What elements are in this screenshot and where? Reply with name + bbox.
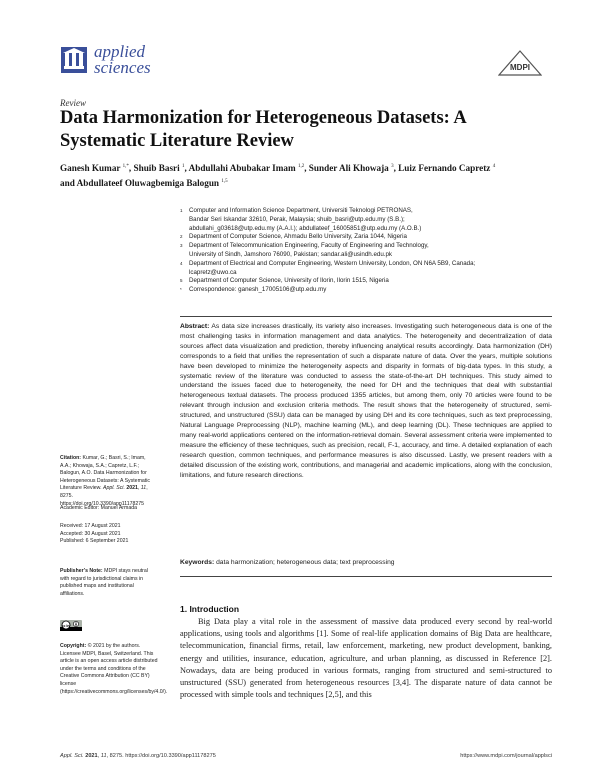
affiliation-item <box>180 233 550 242</box>
affiliation-line: Bandar Seri Iskandar 32610, Perak, Malaysia; shuib_basri@utp.edu.my (S.B.); <box>189 215 405 223</box>
author-affiliation-marker: 3 <box>391 164 394 169</box>
affiliation-number: 4 <box>180 260 183 266</box>
abstract-text: As data size increases drastically, its variety also increases. Investigating such heterogeneous data is one of the most challenging tasks in information management and data analytics. The heterogeneity and decentralization of data sources affect data visualization and prediction, thereby influencing analytical results accordingly. Data harmonization (DH) corresponds to a field that unifies the representation of such a disparate nature of data. Over the years, multiple solutions have been developed to minimize the heterogeneity aspects and disparity in formats of big-data types. In this study, a systematic review of the literature was conducted to assess the state-of-the-art DH techniques. This study aimed to understand the issues faced due to heterogeneity, the need for DH and the techniques that deal with substantial heterogeneous textual datasets. The process produced 1355 articles, but among them, only 70 articles were found to be relevant through inclusion and exclusion criteria methods. The result shows that the heterogeneity of structured, semi-structured, and unstructured (SSU) data can be managed by using DH and its core techniques, such as text preprocessing, Natural Language Preprocessing (NLP), machine learning (ML), and deep learning (DL). These techniques are applied to many real-world applications centered on the information-retrieval domain. Several assessment criteria were implemented to measure the efficiency of these techniques, such as precision, recall, F-1, accuracy, and time. A detailed explanation of each research question, common techniques, and performance measures is also discussed. Lastly, we present readers with a detailed discussion of the existing work, contributions, and managerial and academic implications, along with the conclusion, limitations, and future research directions. <box>180 323 552 479</box>
article-type: Review <box>60 98 86 108</box>
affiliation-number: 1 <box>180 208 183 213</box>
footer-doi-link[interactable]: , 8275. https://doi.org/10.3390/app11178275 <box>106 753 216 759</box>
affiliation-line: University of Sindh, Jamshoro 76090, Pakistan; sandar.ali@usindh.edu.pk <box>189 250 393 258</box>
affiliation-number: 5 <box>180 278 183 284</box>
academic-editor: Academic Editor: Manuel Armada <box>60 505 137 511</box>
abstract-top-divider <box>180 316 552 317</box>
affiliation-item <box>180 286 550 295</box>
affiliations <box>180 207 550 295</box>
affiliation-line: Department of Computer Science, Ahmadu Bello University, Zaria 1044, Nigeria <box>189 233 407 241</box>
affiliation-number: 2 <box>180 234 183 240</box>
author-name: Sunder Ali Khowaja <box>308 163 389 174</box>
affiliation-item <box>180 207 550 233</box>
affiliation-item <box>180 242 550 260</box>
mdpi-logo <box>498 50 542 76</box>
author-name: Shuib Basri <box>133 163 180 174</box>
author-name: Ganesh Kumar <box>60 163 121 174</box>
keywords <box>180 558 552 567</box>
copyright-block <box>60 643 168 696</box>
copyright-label: Copyright: <box>60 643 87 649</box>
cc-badge-text: cc by <box>61 624 71 628</box>
affiliation-line: Department of Computer Science, University of Ilorin, Ilorin 1515, Nigeria <box>189 277 389 285</box>
affiliation-line: abdullahi_g03618@utp.edu.my (A.A.I.); abdullateef_16005851@utp.edu.my (A.O.B.) <box>189 224 422 232</box>
introduction-paragraph: Big Data play a vital role in the assessment of massive data produced every second by real-world applications, using tools and algorithms [1]. Some of real-life application domains of Big Data are healthcare, telecommunication, financial firms, retail, law enforcement, marketing, new product development, banking, energy and utilities, insurance, education, agriculture, and urban planning, as discussed in Reference [2]. Nowadays, data are being produced in various formats, ranging from structured and semi-structured to unstructured (SSU) generated from heterogeneous resources [3,4]. The disparate nature of data cannot be processed with simple tools and techniques [2,5], and this <box>180 617 552 700</box>
author-list: Ganesh Kumar $^{1,*}$, Shuib Basri $^1$, Abdullahi Abubakar Imam $^{1,2}$, Sunder Ali Khowaja $^3$, Luiz Fernando Capretz $^4$ and Abdullateef Oluwagbemiga Balogun $^{1,5}$ <box>60 163 496 189</box>
author-name: Abdullateef Oluwagbemiga Balogun <box>76 178 220 189</box>
copyright-text: © 2021 by the authors. Licensee MDPI, Basel, Switzerland. This article is an open access article distributed under the terms and conditions of the Creative Commons Attribution (CC BY) license (https://creativecommons.org/licenses/by/4.0/). <box>60 643 168 695</box>
footer-year: 2021 <box>85 753 98 759</box>
author-name: Abdullahi Abubakar Imam <box>188 163 296 174</box>
affiliation-line: Computer and Information Science Department, Universiti Teknologi PETRONAS, <box>189 207 413 214</box>
accepted-date: Accepted: 30 August 2021 <box>60 530 121 537</box>
author-affiliation-marker: 4 <box>492 164 496 169</box>
affiliation-item <box>180 260 550 278</box>
cc-by-license-icon[interactable] <box>60 620 82 631</box>
author-affiliation-marker: 1,* <box>122 164 129 169</box>
article-title: Data Harmonization for Heterogeneous Datasets: A Systematic Literature Review <box>60 108 466 151</box>
introduction-body <box>180 616 552 701</box>
footer-citation: Appl. Sci. 2021, 11, 8275. https://doi.org/10.3390/app11178275 <box>60 753 216 759</box>
affiliation-number: 3 <box>180 243 183 249</box>
author-affiliation-marker: 1 <box>181 164 185 169</box>
publication-dates <box>60 523 158 546</box>
publisher-note <box>60 568 158 598</box>
citation-year: 2021 <box>126 485 138 492</box>
author-affiliation-marker: 1,2 <box>297 164 305 169</box>
abstract <box>180 322 552 481</box>
citation-label: Citation: <box>60 455 82 461</box>
footer-journal-url[interactable]: https://www.mdpi.com/journal/applsci <box>460 753 552 759</box>
footer-journal: Appl. Sci. <box>60 753 84 759</box>
received-date: Received: 17 August 2021 <box>60 523 121 529</box>
citation-text: Kumar, G.; Basri, S.; Imam, A.A.; Khowaja, S.A.; Capretz, L.F.; Balogun, A.O. Data Harmonization for Heterogeneous Datasets: A Systematic Literature Review. <box>60 455 150 492</box>
journal-logo-icon <box>60 46 88 74</box>
publisher-note-label: Publisher’s Note: <box>60 568 103 574</box>
journal-name <box>94 44 151 76</box>
citation-block: Citation: Kumar, G.; Basri, S.; Imam, A.A.; Khowaja, S.A.; Capretz, L.F.; Balogun, A.O. Data Harmonization for Heterogeneous Datasets: A Systematic Literature Review. Appl. Sci. 2021, 11, 8275. https://doi.org/10.3390/app11178275 <box>60 455 150 507</box>
affiliation-line: lcapretz@uwo.ca <box>189 268 237 276</box>
citation-volume: 11 <box>140 485 147 492</box>
affiliation-line: Department of Electrical and Computer Engineering, Western University, London, ON N6A 5B9, Canada; <box>189 259 476 267</box>
abstract-bottom-divider <box>180 576 552 577</box>
abstract-label: Abstract: <box>180 323 210 330</box>
journal-logo <box>60 44 151 76</box>
citation-doi[interactable]: , 8275. https://doi.org/10.3390/app11178275 <box>60 485 148 507</box>
keywords-label: Keywords: <box>180 559 215 566</box>
journal-name-line2: sciences <box>94 58 151 77</box>
author-affiliation-marker: 1,5 <box>221 179 228 185</box>
author-name: Luiz Fernando Capretz <box>398 163 491 174</box>
affiliation-number: * <box>180 287 182 293</box>
publisher-note-text: MDPI stays neutral with regard to jurisdictional claims in published maps and institutional affiliations. <box>60 568 148 597</box>
affiliation-line: Department of Telecommunication Engineering, Faculty of Engineering and Technology, <box>189 242 429 250</box>
keywords-text: data harmonization; heterogeneous data; text preprocessing <box>216 559 395 566</box>
affiliation-item <box>180 277 550 286</box>
journal-name-line1: applied <box>94 42 145 61</box>
correspondence-line: Correspondence: ganesh_17005106@utp.edu.my <box>189 286 327 294</box>
section-heading-introduction: 1. Introduction <box>180 604 240 614</box>
citation-journal: Appl. Sci. <box>102 485 125 492</box>
mdpi-logo-text: MDPI <box>510 63 530 72</box>
published-date: Published: 6 September 2021 <box>60 538 129 545</box>
footer-volume: 11 <box>100 753 107 759</box>
